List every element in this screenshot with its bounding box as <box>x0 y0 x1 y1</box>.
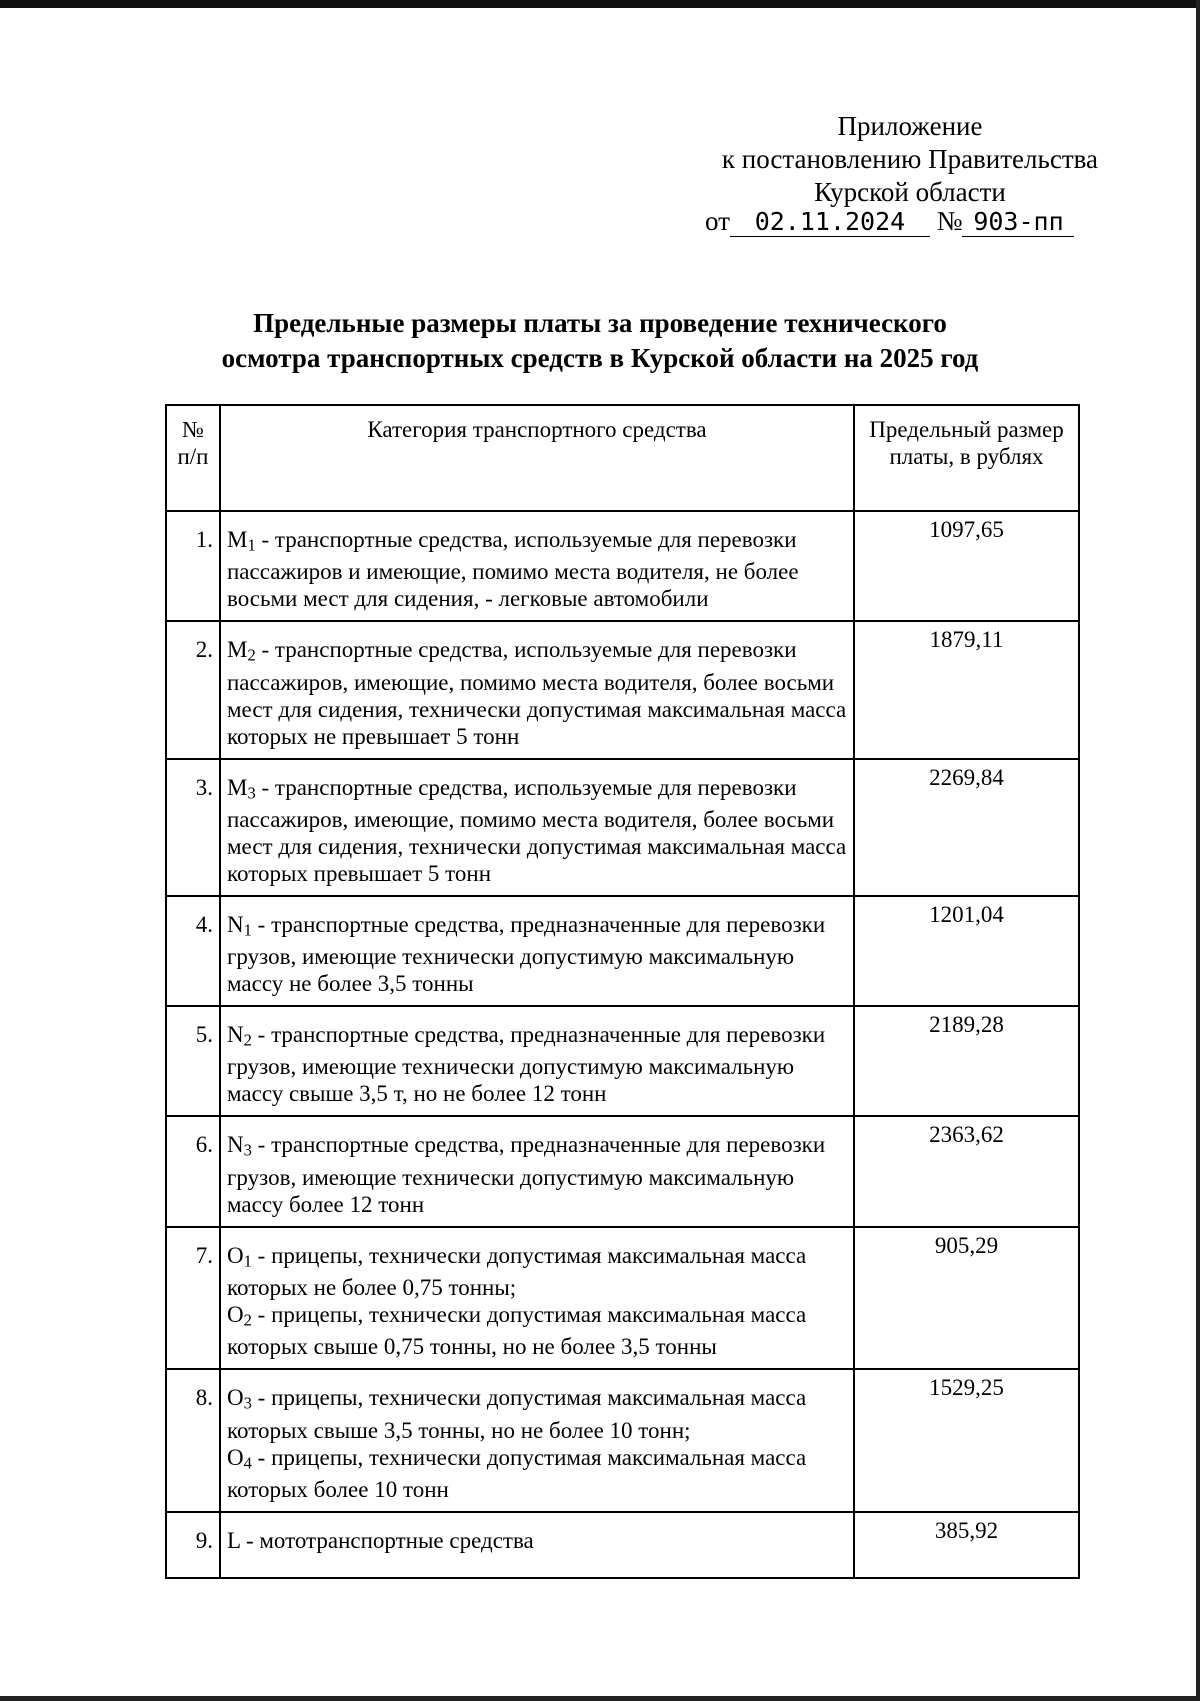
category-line <box>227 526 849 612</box>
row-number: 1. <box>166 511 220 621</box>
row-category <box>220 1512 854 1578</box>
row-fee: 2269,84 <box>854 759 1079 896</box>
row-fee: 385,92 <box>854 1512 1079 1578</box>
row-category <box>220 511 854 621</box>
document-title <box>150 306 1050 376</box>
row-fee: 905,29 <box>854 1227 1079 1370</box>
row-number: 9. <box>166 1512 220 1578</box>
appendix-line-2: к постановлению Правительства <box>721 144 1098 174</box>
appendix-line-1: Приложение <box>837 111 983 141</box>
row-fee: 1201,04 <box>854 896 1079 1006</box>
category-line <box>227 774 849 887</box>
category-description: - транспортные средства, предназначенные для перевозки грузов, имеющие технически допустимую максимальную массу свыше 3,5 т, но не более 12 тонн <box>227 1022 826 1107</box>
row-category <box>220 896 854 1006</box>
category-subscript: 1 <box>247 535 256 555</box>
row-fee: 2189,28 <box>854 1006 1079 1116</box>
category-description: - транспортные средства, предназначенные для перевозки грузов, имеющие технически допустимую максимальную массу не более 3,5 тонны <box>227 911 826 997</box>
appendix-line-3: Курской области <box>814 177 1006 207</box>
category-subscript: 1 <box>243 920 252 940</box>
row-category <box>220 1116 854 1226</box>
row-fee: 2363,62 <box>854 1116 1079 1226</box>
scan-border-bottom <box>0 1696 1200 1701</box>
table-row <box>166 1006 1079 1116</box>
category-description: - прицепы, технически допустимая максимальная масса которых более 10 тонн <box>227 1444 807 1502</box>
table-row <box>166 1512 1079 1578</box>
category-code: N <box>227 1132 244 1158</box>
row-fee: 1879,11 <box>854 621 1079 758</box>
scan-border-right <box>1196 0 1200 1701</box>
row-category <box>220 621 854 758</box>
table-body <box>166 511 1079 1578</box>
category-line <box>227 1527 849 1554</box>
category-line <box>227 1131 849 1217</box>
row-fee: 1529,25 <box>854 1369 1079 1512</box>
resolution-date-number <box>705 206 1074 237</box>
category-subscript: 3 <box>247 782 256 802</box>
scan-border-top <box>0 0 1200 8</box>
category-description: - прицепы, технически допустимая максимальная масса которых не более 0,75 тонны; <box>227 1242 807 1301</box>
title-line-2: осмотра транспортных средств в Курской области на 2025 год <box>221 343 979 373</box>
category-description: - транспортные средства, используемые для перевозки пассажиров, имеющие, помимо места водителя, более восьми мест для сидения, технически допустимая максимальная масса которых превышает 5 тонн <box>227 774 847 886</box>
category-code: O <box>227 1444 244 1470</box>
appendix-block <box>690 110 1098 209</box>
category-code: M <box>227 774 248 800</box>
category-code: M <box>227 527 248 552</box>
from-label: от <box>705 206 730 236</box>
category-subscript: 4 <box>243 1452 252 1472</box>
category-description: - мототранспортные средства <box>240 1527 534 1553</box>
category-subscript: 2 <box>243 1030 252 1050</box>
number-label: № <box>936 206 963 236</box>
category-description: - транспортные средства, используемые для перевозки пассажиров и имеющие, помимо места водителя, не более восьми мест для сидения, - легковые автомобили <box>227 527 799 612</box>
category-line-2 <box>227 1301 849 1360</box>
category-line-2 <box>227 1444 849 1503</box>
resolution-date: 02.11.2024 <box>730 207 930 237</box>
category-line <box>227 636 849 749</box>
category-subscript: 3 <box>243 1140 252 1160</box>
table-row <box>166 759 1079 896</box>
title-line-1: Предельные размеры платы за проведение технического <box>253 308 947 338</box>
category-subscript: 2 <box>247 645 256 665</box>
category-description: - транспортные средства, используемые для перевозки пассажиров, имеющие, помимо места водителя, более восьми мест для сидения, технически допустимая максимальная масса которых не превышает 5 тонн <box>227 637 847 749</box>
resolution-number: 903-пп <box>962 207 1074 237</box>
table-row <box>166 621 1079 758</box>
header-num: № п/п <box>166 405 220 511</box>
row-number: 3. <box>166 759 220 896</box>
category-line <box>227 911 849 997</box>
category-line <box>227 1021 849 1107</box>
category-subscript: 3 <box>243 1393 252 1413</box>
row-fee: 1097,65 <box>854 511 1079 621</box>
table-row <box>166 1116 1079 1226</box>
category-line <box>227 1384 849 1443</box>
row-number: 8. <box>166 1369 220 1512</box>
table-header-row <box>166 405 1079 511</box>
row-number: 7. <box>166 1227 220 1370</box>
table-row <box>166 896 1079 1006</box>
row-number: 6. <box>166 1116 220 1226</box>
category-description: - прицепы, технически допустимая максимальная масса которых свыше 3,5 тонны, но не более 10 тонн; <box>227 1385 807 1443</box>
category-code: O <box>227 1385 244 1411</box>
category-code: N <box>227 1022 244 1048</box>
header-category: Категория транспортного средства <box>220 405 854 511</box>
header-fee: Предельный размер платы, в рублях <box>854 405 1079 511</box>
category-code: O <box>227 1242 244 1268</box>
row-number: 2. <box>166 621 220 758</box>
category-code: N <box>227 911 244 937</box>
category-description: - транспортные средства, предназначенные для перевозки грузов, имеющие технически допустимую максимальную массу более 12 тонн <box>227 1132 826 1217</box>
table-row <box>166 511 1079 621</box>
fees-table <box>165 404 1080 1579</box>
table-row <box>166 1369 1079 1512</box>
table-row <box>166 1227 1079 1370</box>
category-subscript: 1 <box>243 1251 252 1271</box>
row-number: 4. <box>166 896 220 1006</box>
category-code: M <box>227 637 248 663</box>
category-line <box>227 1242 849 1301</box>
category-code: L <box>227 1527 241 1553</box>
row-category <box>220 1369 854 1512</box>
category-code: O <box>227 1302 244 1328</box>
category-subscript: 2 <box>243 1310 252 1330</box>
row-category <box>220 759 854 896</box>
row-number: 5. <box>166 1006 220 1116</box>
category-description: - прицепы, технически допустимая максимальная масса которых свыше 0,75 тонны, но не более 3,5 тонны <box>227 1302 807 1360</box>
row-category <box>220 1227 854 1370</box>
row-category <box>220 1006 854 1116</box>
